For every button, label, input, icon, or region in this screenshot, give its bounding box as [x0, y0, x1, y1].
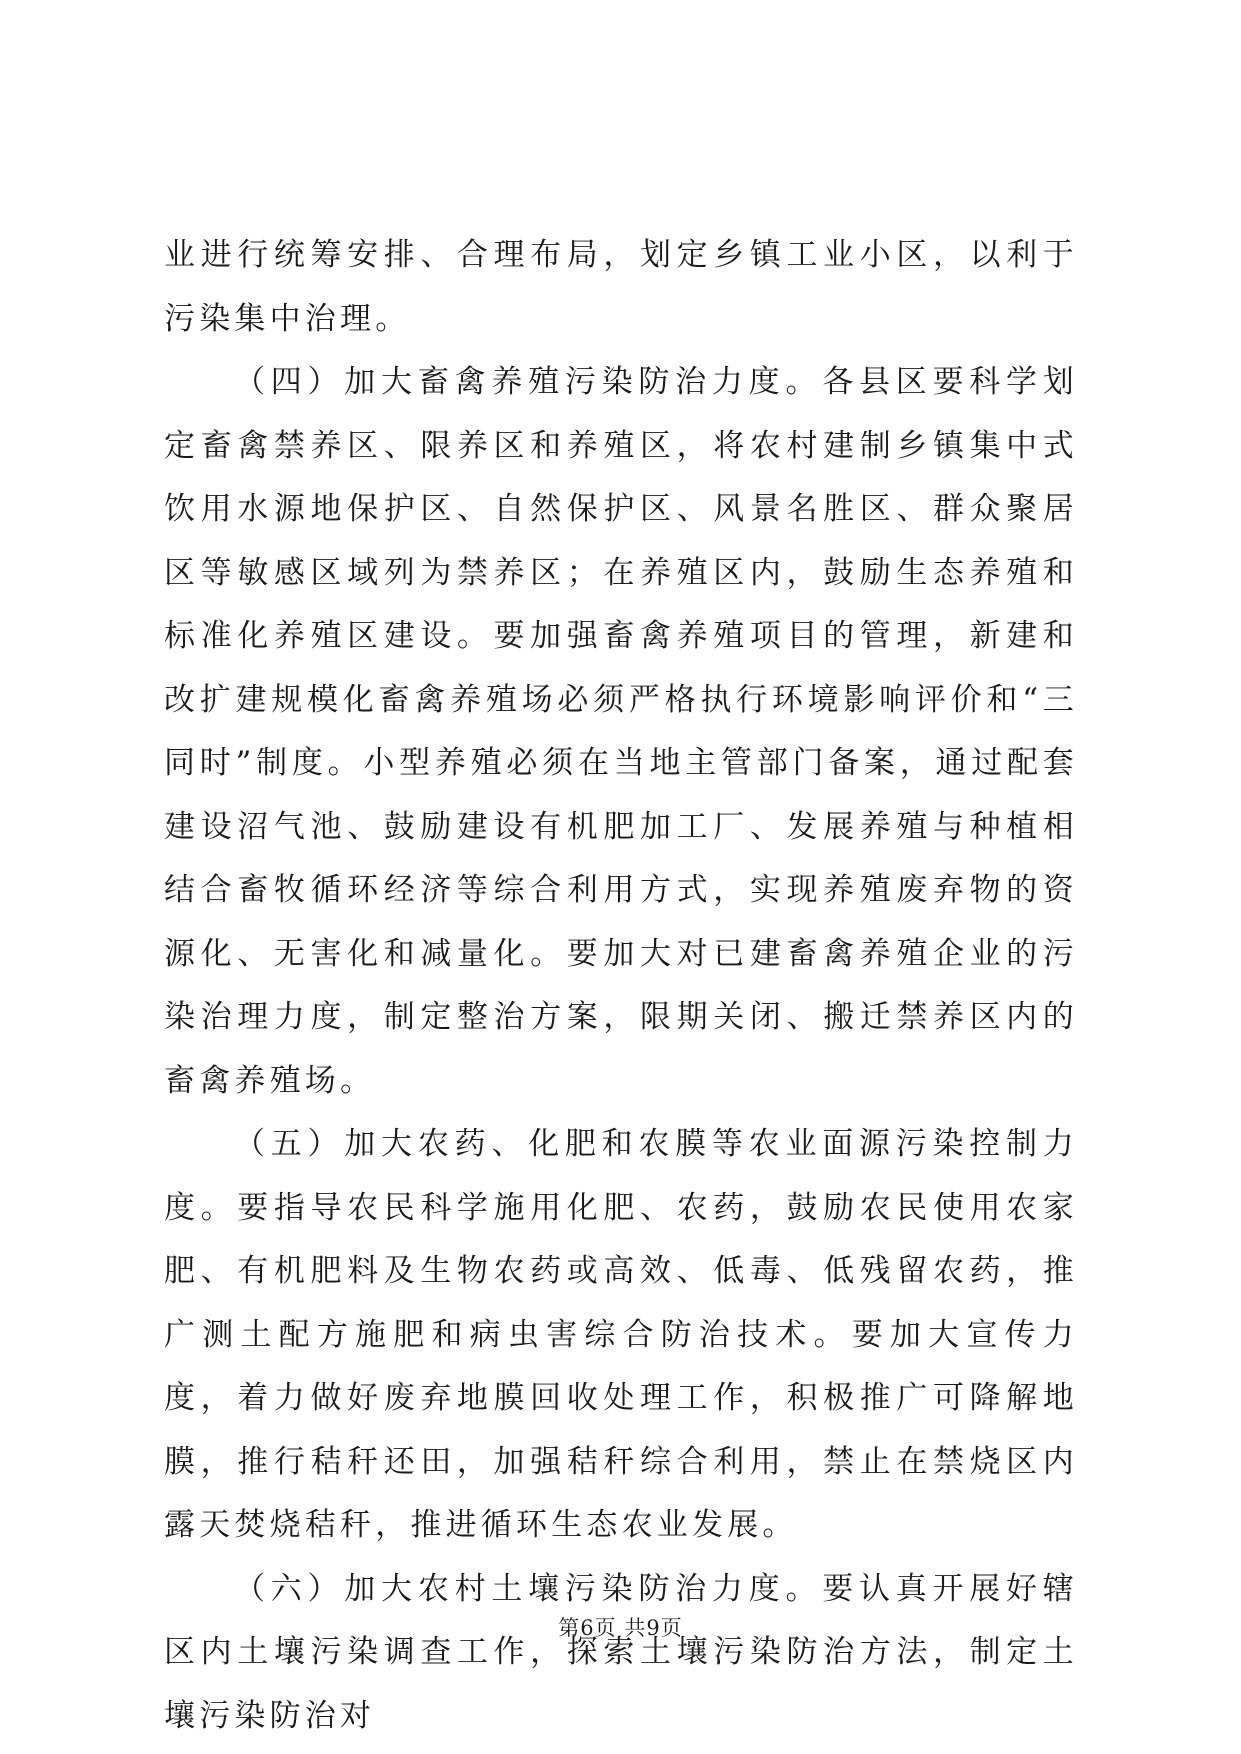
page-footer — [0, 1612, 1241, 1642]
page-number: 第6页 共9页 — [558, 1616, 683, 1640]
document-body — [164, 224, 1078, 1748]
paragraph-section-5: （五）加大农药、化肥和农膜等农业面源污染控制力度。要指导农民科学施用化肥、农药，鼓励农民使用农家肥、有机肥料及生物农药或高效、低毒、低残留农药，推广测土配方施肥和病虫害综合防治技术。要加大宣传力度，着力做好废弃地膜回收处理工作，积极推广可降解地膜，推行秸秆还田，加强秸秆综合利用，禁止在禁烧区内露天焚烧秸秆，推进循环生态农业发展。 — [164, 1126, 1078, 1543]
paragraph-continuation: 业进行统筹安排、合理布局，划定乡镇工业小区，以利于污染集中治理。 — [164, 237, 1078, 337]
paragraph-section-4: （四）加大畜禽养殖污染防治力度。各县区要科学划定畜禽禁养区、限养区和养殖区，将农村建制乡镇集中式饮用水源地保护区、自然保护区、风景名胜区、群众聚居区等敏感区域列为禁养区；在养殖区内，鼓励生态养殖和标准化养殖区建设。要加强畜禽养殖项目的管理，新建和改扩建规模化畜禽养殖场必须严格执行环境影响评价和“三同时”制度。小型养殖必须在当地主管部门备案，通过配套建设沼气池、鼓励建设有机肥加工厂、发展养殖与种植相结合畜牧循环经济等综合利用方式，实现养殖废弃物的资源化、无害化和减量化。要加大对已建畜禽养殖企业的污染治理力度，制定整治方案，限期关闭、搬迁禁养区内的畜禽养殖场。 — [164, 364, 1078, 1099]
paragraph-section-6: （六）加大农村土壤污染防治力度。要认真开展好辖区内土壤污染调查工作，探索土壤污染防治方法，制定土壤污染防治对 — [164, 1570, 1078, 1734]
